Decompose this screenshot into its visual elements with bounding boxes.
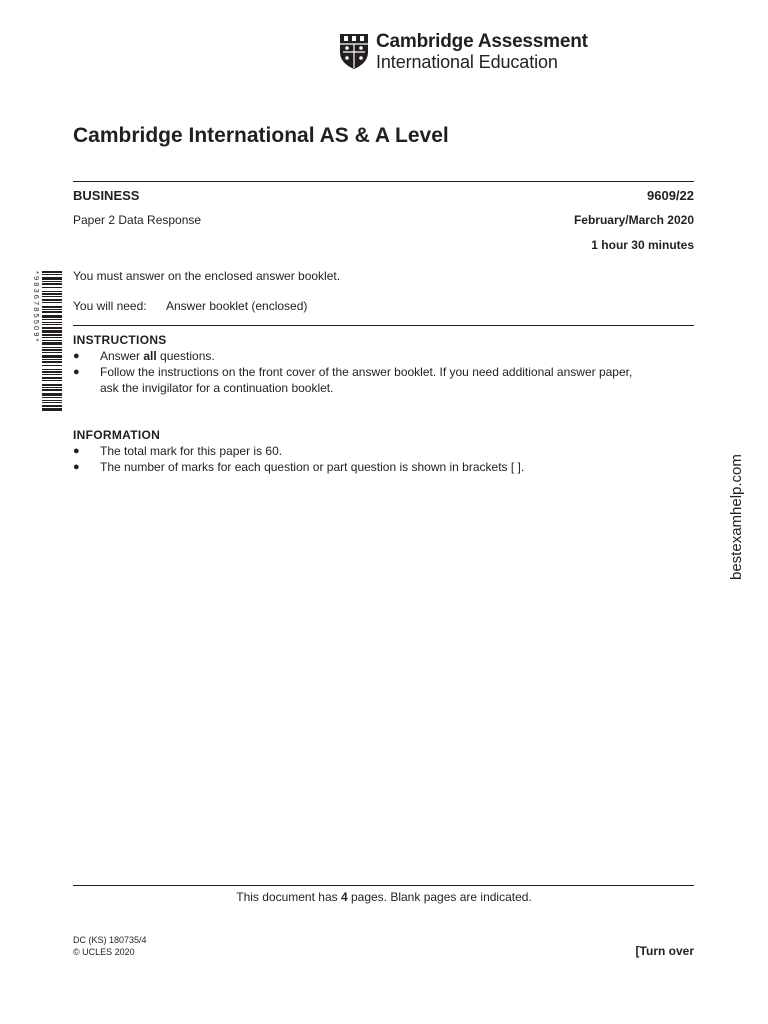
barcode-bar <box>42 405 62 407</box>
barcode-bar <box>42 296 62 297</box>
logo-line-1: Cambridge Assessment <box>376 31 588 52</box>
answer-note: You must answer on the enclosed answer booklet. <box>73 269 341 283</box>
barcode-bar <box>42 397 62 398</box>
barcode-bar <box>42 349 62 351</box>
barcode-bar <box>42 374 62 375</box>
copyright: © UCLES 2020 <box>73 947 135 957</box>
barcode-bar <box>42 380 62 381</box>
barcode-bar <box>42 322 62 323</box>
barcode-bar <box>42 309 62 310</box>
barcode-bar <box>42 387 62 388</box>
barcode-bar <box>42 371 62 373</box>
barcode-bar <box>42 393 62 396</box>
barcode-bar <box>42 342 62 345</box>
syllabus-code: 9609/22 <box>647 188 694 203</box>
materials-value: Answer booklet (enclosed) <box>166 299 308 313</box>
barcode-bar <box>42 377 62 379</box>
barcode-bar <box>42 340 62 341</box>
barcode-bar <box>42 330 62 333</box>
candidate-barcode <box>30 271 64 411</box>
crest-icon <box>338 32 370 70</box>
barcode-bar <box>42 283 62 285</box>
barcode-bar <box>42 302 62 303</box>
barcode-bar <box>42 389 62 391</box>
instructions-divider <box>73 325 694 326</box>
paper-name: Paper 2 Data Response <box>73 213 202 227</box>
watermark-url: bestexamhelp.com <box>728 454 745 580</box>
barcode-bar <box>42 384 62 386</box>
page-count: 4 <box>340 890 348 904</box>
cambridge-logo <box>338 32 588 72</box>
barcode-bar <box>42 299 62 301</box>
barcode-number: * 9 8 3 6 7 8 5 5 0 9 * <box>32 271 41 342</box>
bullet-icon: ● <box>73 366 80 378</box>
document-code-block <box>73 934 147 958</box>
barcode-bar <box>42 337 62 338</box>
dc-code: DC (KS) 180735/4 <box>73 935 147 945</box>
barcode-bar <box>42 352 62 353</box>
barcode-bar <box>42 274 62 275</box>
barcode-bar <box>42 315 62 318</box>
materials-line <box>73 299 307 313</box>
barcode-bar <box>42 281 62 282</box>
page-count-note: This document has 4 pages. Blank pages are indicated. <box>236 890 532 904</box>
barcode-bar <box>42 287 62 288</box>
subject-name: BUSINESS <box>73 188 140 203</box>
barcode-bar <box>42 408 62 411</box>
page-title: Cambridge International AS & A Level <box>73 124 449 147</box>
barcode-bar <box>42 277 62 280</box>
barcode-bar <box>42 361 62 363</box>
barcode-bar <box>42 319 62 320</box>
emphasis-all: all <box>143 349 157 363</box>
turn-over: [Turn over <box>635 944 694 958</box>
logo-line-2: International Education <box>376 52 558 72</box>
barcode-bar <box>42 355 62 358</box>
barcode-bar <box>42 327 62 329</box>
top-divider <box>73 181 694 182</box>
instructions-heading: INSTRUCTIONS <box>73 333 167 347</box>
barcode-bar <box>42 359 62 360</box>
barcode-bar <box>42 293 62 295</box>
bullet-icon: ● <box>73 461 80 473</box>
barcode-bar <box>42 402 62 403</box>
barcode-bar <box>42 347 62 348</box>
information-heading: INFORMATION <box>73 428 161 442</box>
barcode-bar <box>42 324 62 325</box>
bullet-icon: ● <box>73 445 80 457</box>
barcode-bar <box>42 311 62 313</box>
barcode-bar <box>42 400 62 401</box>
footer-divider <box>73 885 694 886</box>
bullet-icon: ● <box>73 350 80 362</box>
materials-label: You will need: <box>73 299 147 313</box>
barcode-bar <box>42 271 62 273</box>
barcode-bar <box>42 369 62 370</box>
barcode-bar <box>42 306 62 308</box>
barcode-bar <box>42 365 62 366</box>
barcode-bar <box>42 291 62 292</box>
exam-session: February/March 2020 <box>573 213 694 227</box>
exam-duration: 1 hour 30 minutes <box>591 238 694 252</box>
barcode-bar <box>42 334 62 336</box>
